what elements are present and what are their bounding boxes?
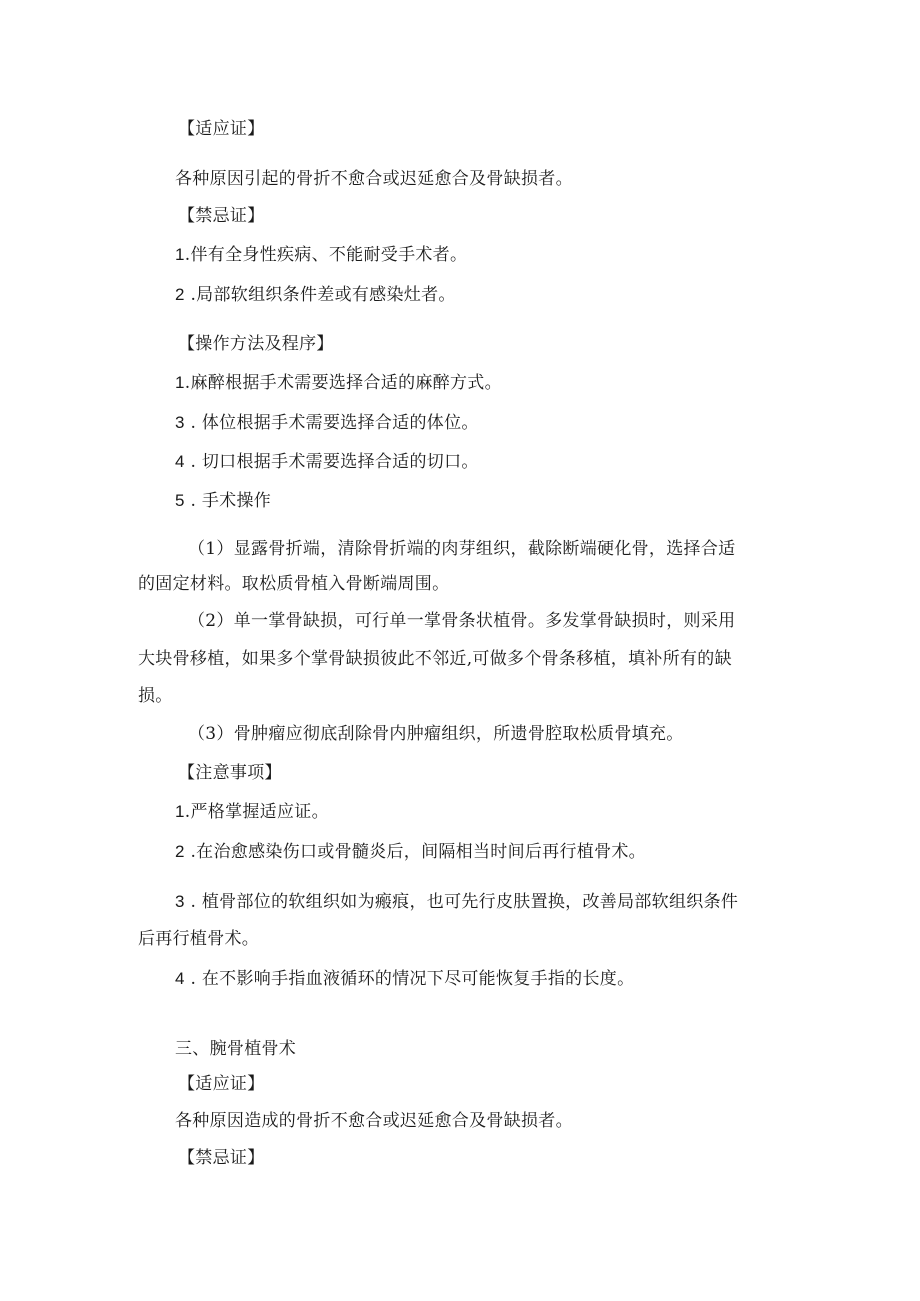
indications-heading: 【适应证】: [178, 119, 265, 139]
operation-step-line: （2）单一掌骨缺损，可行单一掌骨条状植骨。多发掌骨缺损时，则采用: [188, 611, 736, 631]
note-item-continuation: 后再行植骨术。: [138, 929, 260, 949]
contraindications-heading: 【禁忌证】: [178, 206, 265, 226]
item-number: 5: [175, 491, 185, 510]
contraindication-item: [175, 244, 467, 266]
section-title: 三、腕骨植骨术: [175, 1039, 297, 1059]
indications-text: 各种原因引起的骨折不愈合或迟延愈合及骨缺损者。: [175, 169, 573, 189]
item-number: 1: [175, 245, 185, 264]
indications-text: 各种原因造成的骨折不愈合或迟延愈合及骨缺损者。: [175, 1111, 573, 1131]
procedure-item: [175, 412, 479, 434]
operation-step-line: （3）骨肿瘤应彻底刮除骨内肿瘤组织，所遗骨腔取松质骨填充。: [188, 724, 684, 744]
item-number: 2: [175, 842, 185, 861]
item-text: .在治愈感染伤口或骨髓炎后，间隔相当时间后再行植骨术。: [184, 842, 646, 862]
operation-step-line: 损。: [138, 686, 173, 706]
procedure-item: [175, 372, 502, 394]
item-number: 1: [175, 802, 185, 821]
item-number: 4: [175, 969, 185, 988]
item-number: 4: [175, 452, 185, 471]
item-number: 3: [175, 892, 185, 911]
item-text: . 切口根据手术需要选择合适的切口。: [184, 452, 479, 472]
note-item: [175, 968, 634, 990]
note-item: [175, 841, 646, 863]
note-item: [175, 801, 329, 823]
item-number: 1: [175, 373, 185, 392]
operation-step-line: 大块骨移植，如果多个掌骨缺损彼此不邻近,可做多个骨条移植，填补所有的缺: [138, 649, 732, 669]
operation-step-line: （1）显露骨折端，清除骨折端的肉芽组织，截除断端硬化骨，选择合适: [188, 539, 736, 559]
procedure-item: [175, 490, 271, 512]
operation-step-line: 的固定材料。取松质骨植入骨断端周围。: [138, 574, 450, 594]
notes-heading: 【注意事项】: [178, 763, 282, 783]
item-text: . 体位根据手术需要选择合适的体位。: [184, 413, 479, 433]
note-item: [175, 891, 738, 913]
contraindication-item: [175, 284, 456, 306]
item-text: .伴有全身性疾病、不能耐受手术者。: [184, 245, 468, 265]
contraindications-heading: 【禁忌证】: [178, 1148, 265, 1168]
item-text: . 植骨部位的软组织如为瘢痕，也可先行皮肤置换，改善局部软组织条件: [184, 892, 739, 912]
item-text: .局部软组织条件差或有感染灶者。: [184, 285, 456, 305]
item-text: .麻醉根据手术需要选择合适的麻醉方式。: [184, 373, 502, 393]
procedure-item: [175, 451, 479, 473]
item-number: 2: [175, 285, 185, 304]
indications-heading: 【适应证】: [178, 1074, 265, 1094]
item-text: .严格掌握适应证。: [184, 802, 329, 822]
item-text: . 在不影响手指血液循环的情况下尽可能恢复手指的长度。: [184, 969, 635, 989]
procedure-heading: 【操作方法及程序】: [178, 334, 334, 354]
item-number: 3: [175, 413, 185, 432]
item-text: . 手术操作: [184, 491, 272, 511]
